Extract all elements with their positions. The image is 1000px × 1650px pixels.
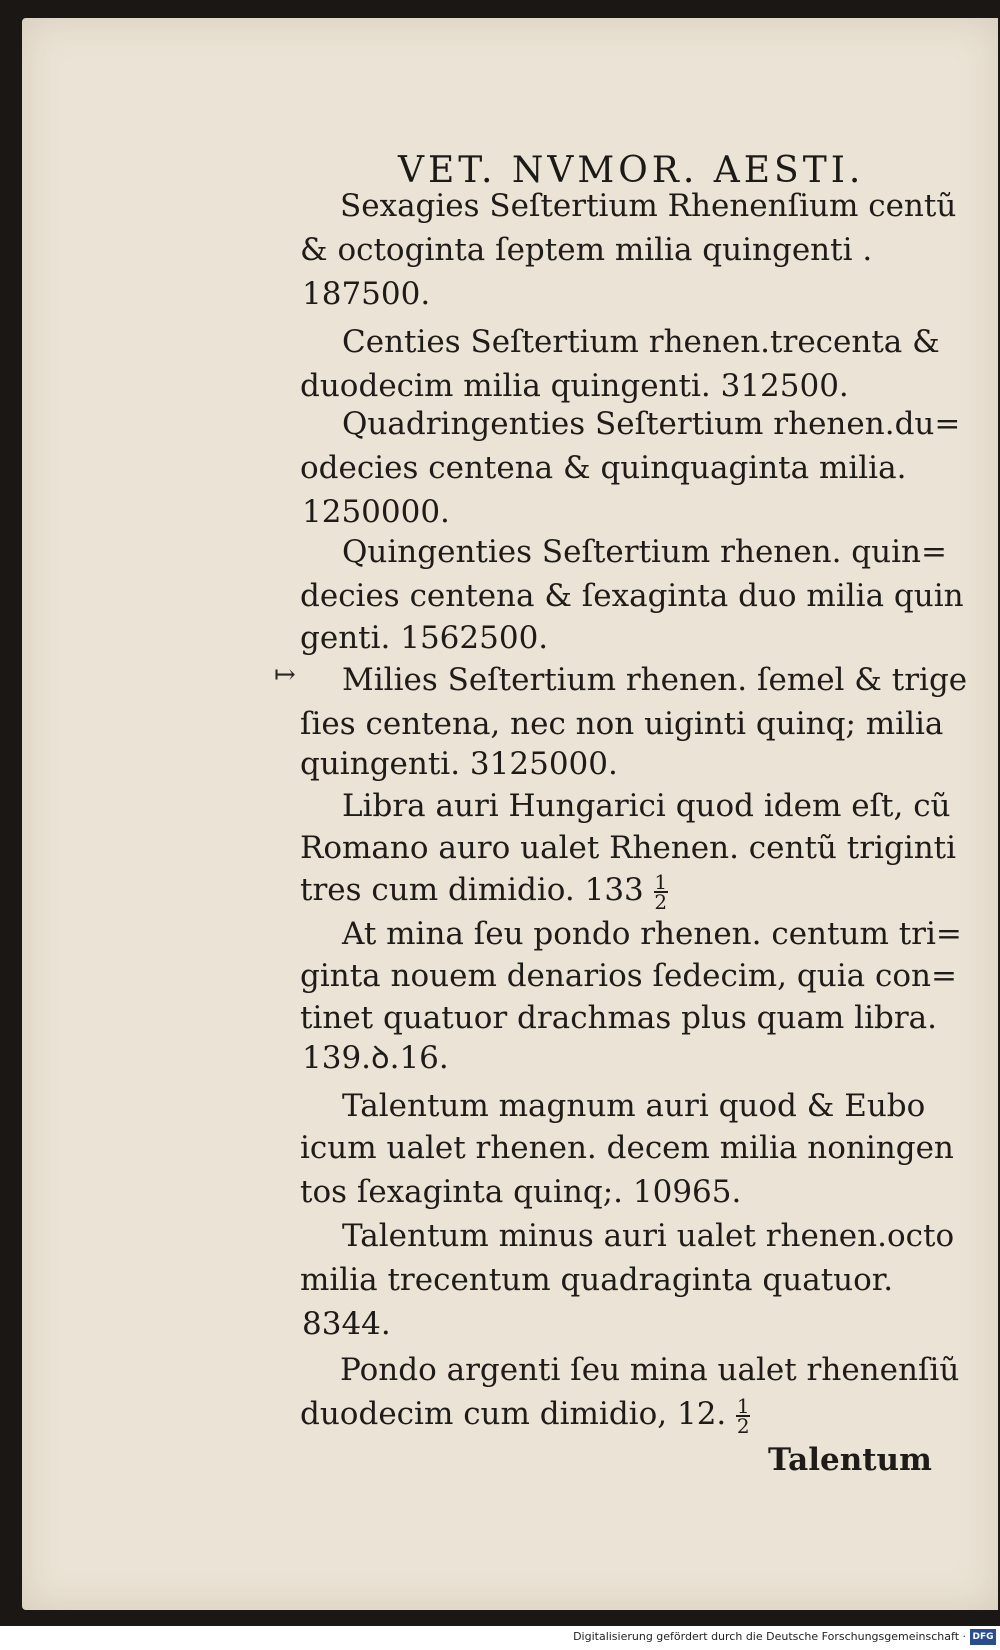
text-line: ſies centena, nec non uiginti quinq; milia bbox=[300, 706, 944, 742]
dfg-logo: DFG bbox=[970, 1629, 996, 1645]
text-line: Sexagies Seſtertium Rhenenſium centũ bbox=[340, 188, 957, 224]
digitization-footer bbox=[0, 1626, 1000, 1650]
text-line: icum ualet rhenen. decem milia noningen bbox=[300, 1130, 954, 1166]
running-header: VET. NVMOR. AESTI. bbox=[398, 150, 865, 191]
text-line: decies centena & ſexaginta duo milia quin bbox=[300, 578, 964, 614]
text-line: Libra auri Hungarici quod idem eſt, cũ bbox=[342, 788, 951, 824]
text-line: Romano auro ualet Rhenen. centũ triginti bbox=[300, 830, 957, 866]
text-segment: tres cum dimidio. 133 bbox=[300, 872, 644, 908]
text-line bbox=[300, 1392, 750, 1436]
text-line: 139.ꝺ.16. bbox=[302, 1040, 449, 1076]
text-line: ginta nouem denarios ſedecim, quia con= bbox=[300, 958, 957, 994]
text-line: quingenti. 3125000. bbox=[300, 746, 618, 782]
text-line: Talentum minus auri ualet rhenen.octo bbox=[342, 1218, 955, 1254]
text-line bbox=[300, 868, 668, 912]
footer-text: Digitalisierung gefördert durch die Deutsche Forschungsgemeinschaft · bbox=[573, 1630, 966, 1643]
text-line: duodecim milia quingenti. 312500. bbox=[300, 368, 849, 404]
text-line: Centies Seſtertium rhenen.trecenta & bbox=[342, 324, 940, 360]
text-line: 187500. bbox=[302, 276, 431, 312]
text-line: Quadringenties Seſtertium rhenen.du= bbox=[342, 406, 961, 442]
text-line: tinet quatuor drachmas plus quam libra. bbox=[300, 1000, 938, 1036]
text-line: genti. 1562500. bbox=[300, 620, 549, 656]
text-line: Talentum magnum auri quod & Eubo bbox=[342, 1088, 926, 1124]
text-line: At mina ſeu pondo rhenen. centum tri= bbox=[342, 916, 962, 952]
text-line: & octoginta ſeptem milia quingenti . bbox=[300, 232, 873, 268]
text-line: Pondo argenti ſeu mina ualet rhenenſiũ bbox=[340, 1352, 960, 1388]
text-line: 8344. bbox=[302, 1306, 391, 1342]
text-line: tos ſexaginta quinq;. 10965. bbox=[300, 1174, 742, 1210]
text-line: odecies centena & quinquaginta milia. bbox=[300, 450, 907, 486]
text-line: Quingenties Seſtertium rhenen. quin= bbox=[342, 534, 947, 570]
book-page bbox=[22, 18, 998, 1610]
text-line: milia trecentum quadraginta quatuor. bbox=[300, 1262, 894, 1298]
fraction: $\frac{1}{2}$ bbox=[654, 869, 668, 914]
text-line: 1250000. bbox=[302, 494, 450, 530]
fraction: $\frac{1}{2}$ bbox=[736, 1393, 750, 1438]
text-line: Milies Seſtertium rhenen. ſemel & trige bbox=[342, 662, 968, 698]
margin-marker: ↦ bbox=[274, 660, 296, 690]
catchword: Talentum bbox=[768, 1442, 932, 1478]
text-segment: duodecim cum dimidio, 12. bbox=[300, 1396, 727, 1432]
